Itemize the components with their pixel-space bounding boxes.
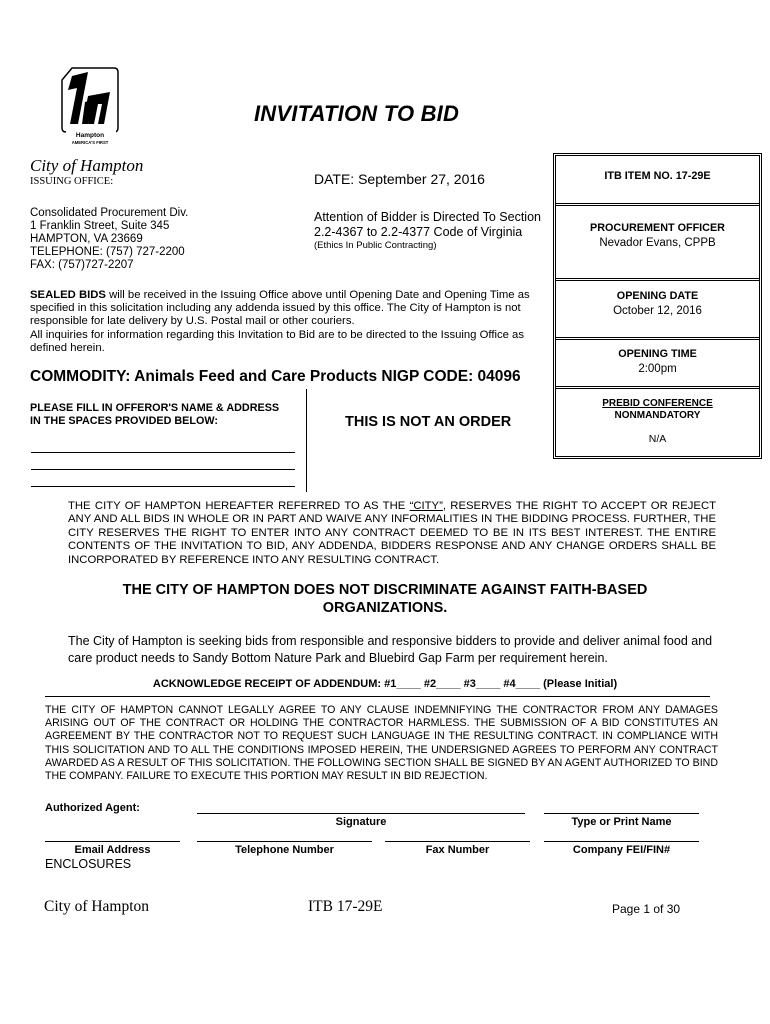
sealed-bids-lead: SEALED BIDS — [30, 289, 106, 301]
email-label: Email Address — [74, 844, 151, 856]
procurement-officer-label: PROCUREMENT OFFICER — [590, 222, 725, 234]
offeror-name-line[interactable] — [31, 452, 295, 453]
sealed-bids-text: will be received in the Issuing Office above until Opening Date and Opening Time as specified in this solicitation including any addenda issued by this office. The City of Hampton is not responsible for late delivery by U.S. Postal mail or other couriers. — [30, 289, 530, 328]
fax-line[interactable] — [385, 841, 530, 842]
itb-item-number: ITB ITEM NO. 17-29E — [604, 170, 711, 182]
address-line: Consolidated Procurement Div. — [30, 207, 189, 219]
prebid-conference-label: PREBID CONFERENCE — [602, 398, 713, 409]
signature-label: Signature — [335, 816, 387, 828]
telephone-line[interactable] — [197, 841, 372, 842]
signature-line[interactable] — [197, 813, 525, 814]
rights-city-term: “CITY” — [409, 500, 443, 512]
attention-notice — [314, 210, 541, 239]
prebid-conference-type: NONMANDATORY — [614, 410, 701, 421]
logo-tagline: AMERICA'S FIRST — [71, 140, 109, 145]
address-line: TELEPHONE: (757) 727-2200 — [30, 246, 185, 258]
offeror-address-line[interactable] — [31, 486, 295, 487]
inquiries-text: All inquiries for information regarding this Invitation to Bid are to be directed to the Issuing Office as defined herein. — [30, 328, 524, 354]
offeror-instruction-line: PLEASE FILL IN OFFEROR'S NAME & ADDRESS — [30, 402, 280, 414]
page-number: Page 1 of 30 — [612, 902, 681, 916]
opening-date-value: October 12, 2016 — [613, 305, 702, 317]
authorized-agent-label: Authorized Agent: — [45, 802, 140, 814]
not-an-order-notice: THIS IS NOT AN ORDER — [345, 414, 512, 430]
seeking-bids-paragraph: The City of Hampton is seeking bids from responsible and responsive bidders to provide and deliver animal food and care product needs to Sandy Bottom Nature Park and Bluebird Gap Farm per requirement herein. — [68, 634, 713, 665]
address-line: 1 Franklin Street, Suite 345 — [30, 220, 170, 232]
divider — [556, 203, 759, 206]
divider — [556, 337, 759, 340]
offeror-address-line[interactable] — [31, 469, 295, 470]
footer-left: City of Hampton — [44, 898, 150, 915]
enclosures-label: ENCLOSURES — [45, 857, 132, 871]
address-line: FAX: (757)727-2207 — [30, 259, 134, 271]
divider — [45, 696, 710, 697]
commodity-heading: COMMODITY: Animals Feed and Care Products NIGP CODE: 04096 — [30, 368, 521, 385]
opening-time-label: OPENING TIME — [618, 348, 697, 360]
divider — [556, 278, 759, 281]
fax-label: Fax Number — [425, 844, 490, 856]
issue-date: DATE: September 27, 2016 — [314, 171, 485, 187]
city-of-hampton-logo — [58, 66, 120, 148]
faith-based-statement: THE CITY OF HAMPTON DOES NOT DISCRIMINATE AGAINST FAITH-BASED ORGANIZATIONS. — [122, 582, 648, 616]
opening-date-label: OPENING DATE — [616, 290, 699, 302]
rights-text: , RESERVES THE RIGHT TO ACCEPT OR REJECT ANY AND ALL BIDS IN WHOLE OR IN PART AND WAIVE ANY INFORMALITIES IN THE BIDDING PROCESS. FURTHER, THE CITY RESERVES THE RIGHT TO ENTER INTO ANY CONTRACT DEEMED TO BE IN ITS BEST INTEREST. THE ENTIRE CONTENTS OF THE INVITATION TO BID, ANY ADDENDA, BIDDERS RESPONSE AND ANY CHANGE ORDERS SHALL BE INCORPORATED BY REFERENCE INTO ANY RESULTING CONTRACT. — [68, 500, 716, 566]
page-title: INVITATION TO BID — [254, 101, 460, 126]
address-line: HAMPTON, VA 23669 — [30, 233, 143, 245]
divider — [556, 386, 759, 389]
acknowledge-addendum: ACKNOWLEDGE RECEIPT OF ADDENDUM: #1____ #2____ #3____ #4____ (Please Initial) — [152, 678, 618, 690]
attention-line-2: 2.2-4367 to 2.2-4377 Code of Virginia — [314, 224, 523, 239]
company-fei-label: Company FEI/FIN# — [572, 844, 671, 856]
telephone-label: Telephone Number — [235, 844, 334, 856]
email-line[interactable] — [45, 841, 180, 842]
issuer-city: City of Hampton — [30, 156, 144, 175]
attention-line-1: Attention of Bidder is Directed To Section — [314, 210, 541, 224]
itb-info-box — [553, 153, 762, 459]
offeror-instructions — [30, 402, 279, 428]
offeror-instruction-line: IN THE SPACES PROVIDED BELOW: — [30, 415, 218, 427]
rights-text: THE CITY OF HAMPTON HEREAFTER REFERRED TO AS THE — [68, 500, 410, 512]
print-name-line[interactable] — [544, 813, 699, 814]
opening-time-value: 2:00pm — [638, 363, 677, 375]
rights-paragraph — [68, 500, 716, 567]
issuing-office-label: ISSUING OFFICE: — [30, 176, 114, 187]
procurement-officer-name: Nevador Evans, CPPB — [599, 237, 716, 249]
legal-paragraph: THE CITY OF HAMPTON CANNOT LEGALLY AGREE TO ANY CLAUSE INDEMNIFYING THE CONTRACTOR FROM ANY DAMAGES ARISING OUT OF THE CONTRACT OR HOLDING THE CONTRACTOR HARMLESS. THE SUBMISSION OF A BID CONSTITUTES AN AGREEMENT BY THE CONTRACTOR NOT TO REQUEST SUCH LANGUAGE IN THE RESULTING CONTRACT. IN COMPLIANCE WITH THIS SOLICITATION AND TO ALL THE CONDITIONS IMPOSED HEREIN, THE UNDERSIGNED AGREES TO PERFORM ANY CONTRACT AWARDED AS A RESULT OF THIS SOLICITATION. THE FOLLOWING SECTION SHALL BE SIGNED BY AN AGENT AUTHORIZED TO BIND THE COMPANY. FAILURE TO EXECUTE THIS PORTION MAY RESULT IN BID REJECTION. — [45, 704, 718, 783]
logo-wordmark: Hampton — [75, 132, 105, 139]
sealed-bids-paragraph — [30, 289, 542, 355]
print-name-label: Type or Print Name — [571, 816, 672, 828]
ethics-note: (Ethics In Public Contracting) — [314, 240, 437, 251]
company-fei-line[interactable] — [544, 841, 699, 842]
footer-middle: ITB 17-29E — [308, 898, 383, 915]
divider — [306, 389, 307, 492]
issuing-office-address — [30, 207, 188, 272]
prebid-conference-value: N/A — [648, 433, 667, 445]
